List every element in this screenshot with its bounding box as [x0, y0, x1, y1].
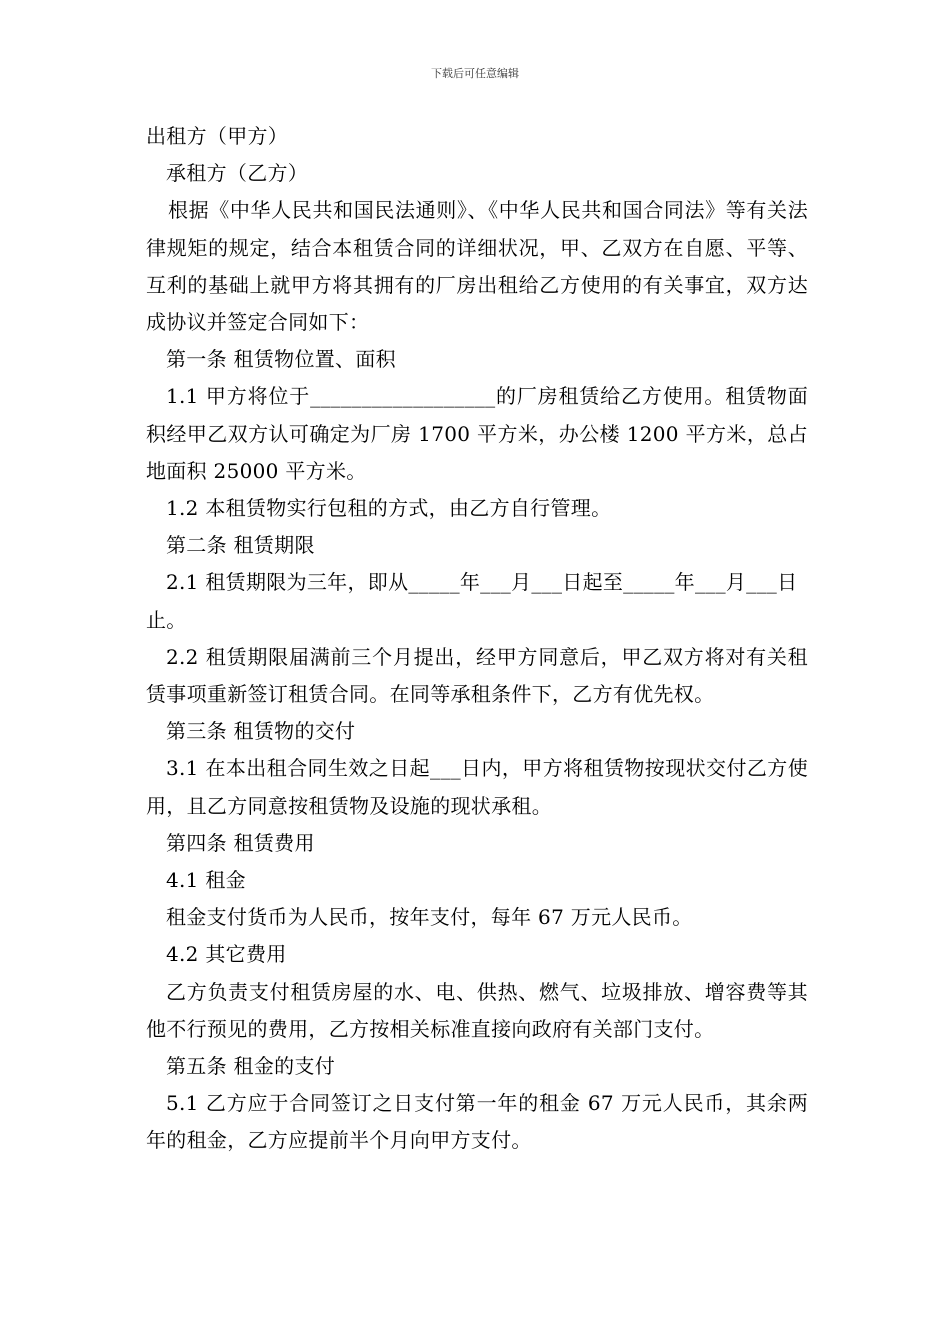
- clause-1-1: 1.1 甲方将位于__________________的厂房租赁给乙方使用。租赁物面积经甲乙双方认可确定为厂房 1700 平方米，办公楼 1200 平方米，总占地面积 25000 平方米。: [146, 384, 808, 483]
- clause-4-2: 4.2 其它费用: [166, 942, 287, 967]
- article-5-heading: 第五条 租金的支付: [166, 1054, 336, 1079]
- clause-2-2: 2.2 租赁期限届满前三个月提出，经甲方同意后，甲乙双方将对有关租赁事项重新签订租赁合同。在同等承租条件下，乙方有优先权。: [146, 644, 808, 707]
- preamble-paragraph: 根据《中华人民共和国民法通则》、《中华人民共和国合同法》等有关法律规矩的规定，结合本租赁合同的详细状况，甲、乙双方在自愿、平等、互利的基础上就甲方将其拥有的厂房出租给乙方使用的有关事宜，双方达成协议并签定合同如下：: [146, 198, 808, 335]
- clause-3-1: 3.1 在本出租合同生效之日起___日内，甲方将租赁物按现状交付乙方使用，且乙方同意按租赁物及设施的现状承租。: [146, 756, 808, 818]
- lessor-line: 出租方（甲方）: [146, 124, 289, 148]
- clause-1-2: 1.2 本租赁物实行包租的方式，由乙方自行管理。: [166, 496, 612, 521]
- article-3-heading: 第三条 租赁物的交付: [166, 719, 356, 744]
- clause-2-1: 2.1 租赁期限为三年，即从_____年___月___日起至_____年___月___日止。: [146, 570, 798, 632]
- lessee-line: 承租方（乙方）: [166, 161, 309, 186]
- article-2-heading: 第二条 租赁期限: [166, 533, 315, 558]
- page-header: 下载后可任意编辑: [431, 67, 519, 80]
- clause-4-2-body: 乙方负责支付租赁房屋的水、电、供热、燃气、垃圾排放、增容费等其他不行预见的费用，乙方按相关标准直接向政府有关部门支付。: [146, 979, 808, 1041]
- clause-4-1: 4.1 租金: [166, 868, 246, 893]
- article-4-heading: 第四条 租赁费用: [166, 830, 315, 855]
- clause-5-1: 5.1 乙方应于合同签订之日支付第一年的租金 67 万元人民币，其余两年的租金，乙方应提前半个月向甲方支付。: [146, 1091, 808, 1153]
- clause-4-1-body: 租金支付货币为人民币，按年支付，每年 67 万元人民币。: [166, 905, 693, 930]
- article-1-heading: 第一条 租赁物位置、面积: [166, 347, 396, 372]
- contract-body: [146, 118, 808, 1160]
